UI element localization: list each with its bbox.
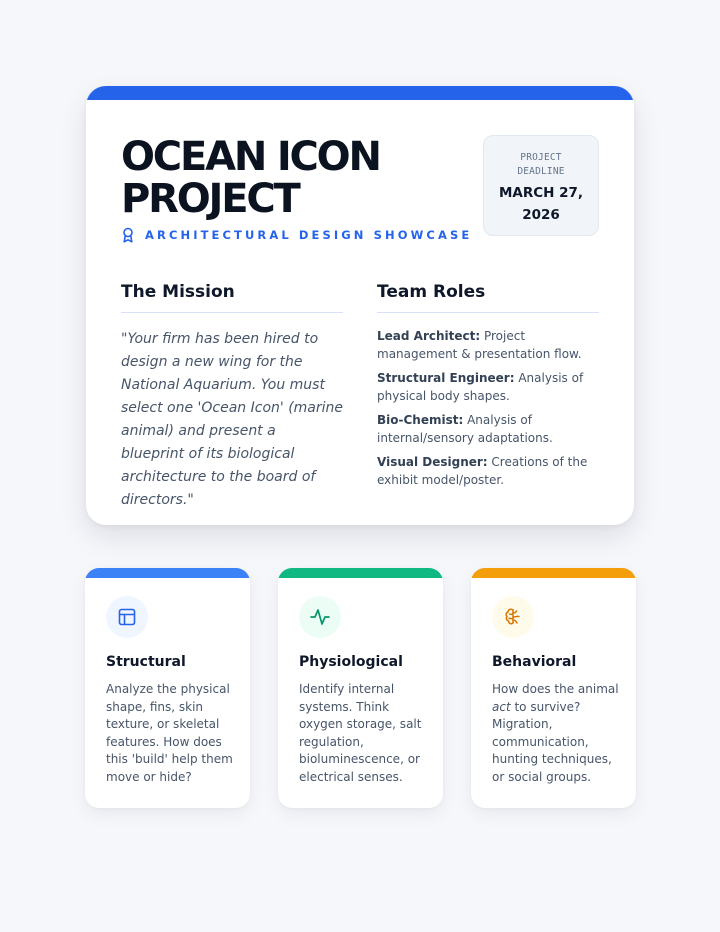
card-description-end: to survive? Migration, communication, hunting techniques, or social groups. <box>492 699 612 784</box>
team-roles-list <box>377 328 599 496</box>
deadline-date: MARCH 27, 2026 <box>498 185 584 223</box>
card-description <box>492 681 620 786</box>
role-description: Analysis of physical body shapes. <box>377 371 584 403</box>
brain-icon <box>492 596 534 638</box>
role-name: Visual Designer: <box>377 455 488 469</box>
card-accent-bar <box>278 568 443 578</box>
subtitle-row <box>121 226 472 244</box>
role-description: Creations of the exhibit model/poster. <box>377 455 588 487</box>
role-name: Bio-Chemist: <box>377 413 464 427</box>
role-item <box>377 412 599 447</box>
team-roles-divider <box>377 312 599 313</box>
focus-areas <box>85 568 635 808</box>
page-title: OCEAN ICON PROJECT <box>121 134 380 222</box>
card-accent-bar <box>85 568 250 578</box>
page-subtitle: ARCHITECTURAL DESIGN SHOWCASE <box>145 228 473 242</box>
card-title: Physiological <box>299 654 403 670</box>
role-item <box>377 328 599 363</box>
behavioral-card <box>471 568 636 808</box>
card-description-start: How does the animal <box>492 682 619 696</box>
deadline-box <box>483 135 599 236</box>
card-title: Structural <box>106 654 186 670</box>
card-accent-bar <box>86 86 634 100</box>
pulse-icon <box>299 596 341 638</box>
card-description: Analyze the physical shape, fins, skin texture, or skeletal features. How does this 'build' help them move or hide? <box>106 682 233 784</box>
role-name: Lead Architect: <box>377 329 481 343</box>
card-description-emphasis: act <box>492 699 511 714</box>
mission-divider <box>121 312 343 313</box>
role-description: Analysis of internal/sensory adaptations. <box>377 413 553 445</box>
role-item <box>377 454 599 489</box>
mission-heading: The Mission <box>121 282 235 302</box>
card-accent-bar <box>471 568 636 578</box>
role-description: Project management & presentation flow. <box>377 329 582 361</box>
project-overview-card <box>86 86 634 525</box>
card-title: Behavioral <box>492 654 577 670</box>
card-description: Identify internal systems. Think oxygen storage, salt regulation, bioluminescence, or electrical senses. <box>299 682 422 784</box>
mission-text: "Your firm has been hired to design a new wing for the National Aquarium. You must select one 'Ocean Icon' (marine animal) and present a blueprint of its biological architecture to the board of directors." <box>121 331 344 508</box>
role-item <box>377 370 599 405</box>
deadline-label: PROJECT DEADLINE <box>517 152 565 177</box>
physiological-card <box>278 568 443 808</box>
role-name: Structural Engineer: <box>377 371 515 385</box>
layout-icon <box>106 596 148 638</box>
structural-card <box>85 568 250 808</box>
team-roles-heading: Team Roles <box>377 282 486 302</box>
award-ribbon-icon <box>121 227 135 243</box>
